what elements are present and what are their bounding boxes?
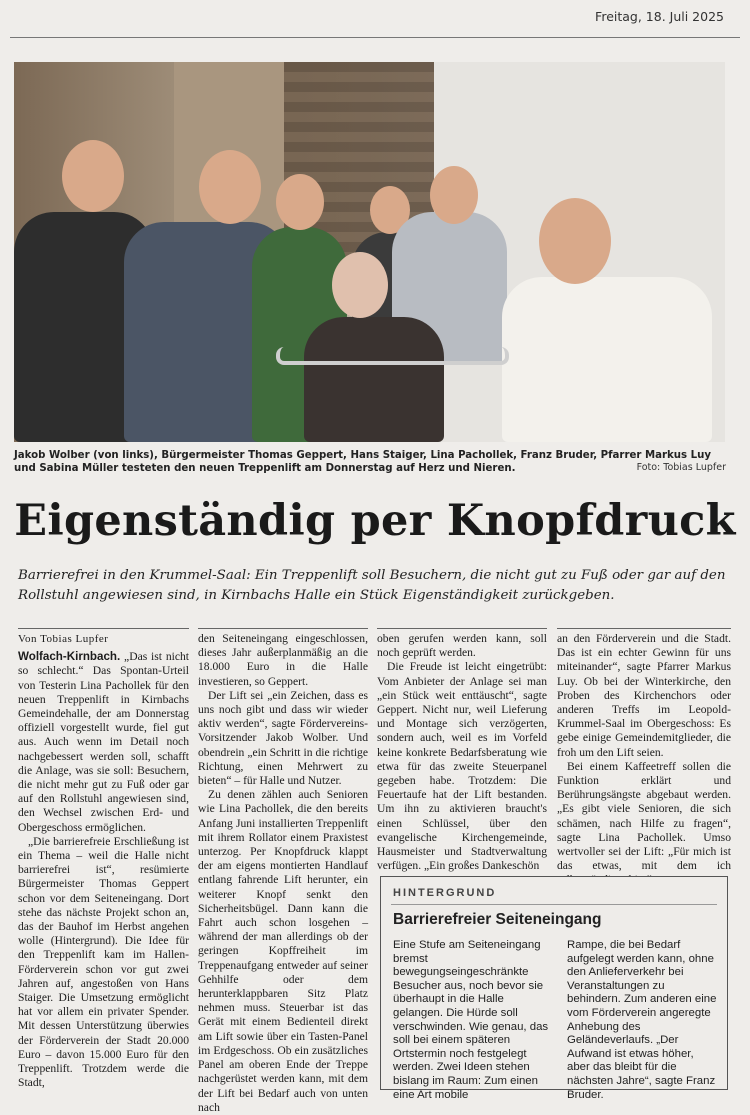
article-paragraph: „Die barrierefreie Erschließung ist ein Thema – weil die Halle nicht barrierefrei ist“, resümierte Bürgermeister Thomas Geppert schon vor dem Seiteneingang. Dort stehe das nächste Projekt schon an, das der Bauhof im Herbst angehen wolle (Hintergrund). Die Idee für den Treppenlift kam im Hallen-Förderverein schon vor gut zwei Jahren auf, angestoßen von Hans Staiger. Die Umsetzung ermöglicht hat vor allem ein privater Spender. Mit dessen Unterstützung überwies der Förderverein der Stadt 20.000 Euro – davon 15.000 Euro für den Treppenlift. Trotzdem werde die Stadt, xyxy=(18,834,189,1090)
box-column-1: Eine Stufe am Seiteneingang bremst bewegungseingeschränkte Besucher aus, noch bevor sie überhaupt in die Halle gelangen. Die Hürde soll verschwinden. Wie genau, das soll bei einem späteren Ortstermin noch festgelegt werden. Zwei Ideen stehen bislang im Raum: Zum einen eine Art mobile xyxy=(393,939,549,1101)
header-rule xyxy=(10,37,740,38)
photo-head xyxy=(539,198,611,284)
article-photo xyxy=(14,62,725,442)
box-rule xyxy=(391,904,717,905)
photo-caption: Jakob Wolber (von links), Bürgermeister Thomas Geppert, Hans Staiger, Lina Pachollek, Franz Bruder, Pfarrer Markus Luy und Sabina Müller testeten den neuen Treppenlift am Donnerstag auf Herz und Nieren. xyxy=(14,450,712,474)
photo-head xyxy=(430,166,478,224)
article-dateline: Wolfach-Kirnbach. xyxy=(18,650,121,664)
article-subhead: Barrierefrei in den Krummel-Saal: Ein Treppenlift soll Besuchern, die nicht gut zu Fuß oder gar auf den Rollstuhl angewiesen sind, in Kirnbachs Halle ein Stück Eigenständigkeit zurückgeben. xyxy=(18,568,726,603)
photo-head xyxy=(332,252,388,318)
article-paragraph: Bei einem Kaffeetreff sollen die Funktion erklärt und Berührungsängste abgebaut werden. „Es gibt viele Senioren, die sich schämen, nach Hilfe zu fragen“, sagte Lina Pachollek. Umso wertvoller sei der Lift: „Für mich ist das etwas, mit dem ich xyxy=(557,759,731,873)
article-column-4 xyxy=(557,628,731,888)
article-column-1 xyxy=(18,628,189,1091)
box-column-2: Rampe, die bei Bedarf aufgelegt werden kann, ohne den Anlieferverkehr bei Veranstaltungen zu behindern. Zum anderen eine vom Förderverein angeregte Anhebung des Geländeverlaufs. „Der Aufwand ist etwas höher, aber das bleibt für die nächsten Jahre“, sagte Franz Bruder. xyxy=(567,939,717,1101)
box-title: Barrierefreier Seiteneingang xyxy=(393,911,602,928)
article-text: „Das ist nicht so schlecht.“ Das Spontan-Urteil von Testerin Lina Pachollek für den neuen Treppenlift in Kirnbachs Gemeindehalle, der am Donnerstag offiziell vorgestellt wurde, fiel gut aus. Auch wenn im Detail noch nachgebessert werden soll, schafft die Anlage, was sie soll: Besuchern, die nicht mehr gut zu Fuß oder gar auf den Rollstuhl angewiesen sind, den Wechsel zwischen Erd- und Obergeschoss ermöglichen. xyxy=(18,650,189,834)
photo-person xyxy=(502,277,712,442)
article-paragraph: Zu denen zählen auch Senioren wie Lina Pachollek, die den bereits Anfang Juni installierten Treppenlift mit ihrem Rollator einem Praxistest unterzog. Per Knopfdruck klappt der am eigens montierten Handlauf entlang fahrende Lift herunter, ein weiterer Knopf senkt den Sicherheitsbügel. Dann kann die Fahrt auch schon losgehen – während der man allerdings ob der geringen Kopffreiheit im Treppenaufgang entweder auf seiner Gehhilfe oder dem herunterklappbaren Sitz Platz nehmen muss. Steuerbar ist das Gerät mit einem Bedienteil direkt am Lift sowie über ein Tasten-Panel im Erdgeschoss. Ob ein zusätzliches Panel am oberen Ende der Treppe nachgerüstet werden kann, mit dem der Lift bei Bedarf auch von unten nach xyxy=(198,788,368,1114)
photo-person xyxy=(304,317,444,442)
background-box xyxy=(380,876,728,1101)
article-paragraph: an den Förderverein und die Stadt. Das ist ein echter Gewinn für uns miteinander“, sagte Pfarrer Markus Luy. Ob bei der Winterkirche, den Proben des Kirchenchors oder anderen Treffs im Leopold-Krummel-Saal im Obergeschoss: Es gebe einige Gemeindemitglieder, die froh um den Lift seien. xyxy=(557,632,731,759)
photo-credit: Foto: Tobias Lupfer xyxy=(636,462,726,473)
photo-head xyxy=(199,150,261,224)
box-kicker: HINTERGRUND xyxy=(393,887,497,899)
edition-date: Freitag, 18. Juli 2025 xyxy=(595,9,724,24)
photo-head xyxy=(276,174,324,230)
article-paragraph: Die Freude ist leicht eingetrübt: Vom Anbieter der Anlage sei man „ein Stück weit enttäuscht“, sagte Geppert. Nicht nur, weil Lieferung und Montage sich verzögerten, sondern auch, weil es im Vorfeld keine konkrete Bedarfsberatung wie etwa für das zweite Steuerpanel gegeben habe. Trotzdem: Die Feuertaufe hat der Lift bestanden. Um ihn zu aktivieren braucht's einen Schlüssel, über den evangelische Kirchengemeinde, Hausmeister und Stadtverwaltung verfügen. „Ein großes Dankeschön xyxy=(377,660,547,873)
article-paragraph: den Seiteneingang eingeschlossen, dieses Jahr außerplanmäßig an die 18.000 Euro in die Halle investieren, so Geppert. xyxy=(198,632,368,688)
article-column-3 xyxy=(377,628,547,873)
article-paragraph xyxy=(18,650,189,835)
article-column-2 xyxy=(198,628,368,1115)
photo-head xyxy=(62,140,124,212)
article-headline: Eigenständig per Knopfdruck xyxy=(14,496,736,546)
article-paragraph: oben gerufen werden kann, soll noch geprüft werden. xyxy=(377,632,547,660)
article-paragraph: Der Lift sei „ein Zeichen, dass es uns noch gibt und dass wir wieder aktiv werden“, sagte Fördervereins-Vorsitzender Jakob Wolber. Und obendrein „ein Schritt in die richtige Richtung, einen Mehrwert zu bieten“ – für Halle und Nutzer. xyxy=(198,688,368,788)
article-byline: Von Tobias Lupfer xyxy=(18,628,189,646)
photo-stairlift-rail xyxy=(276,347,509,365)
